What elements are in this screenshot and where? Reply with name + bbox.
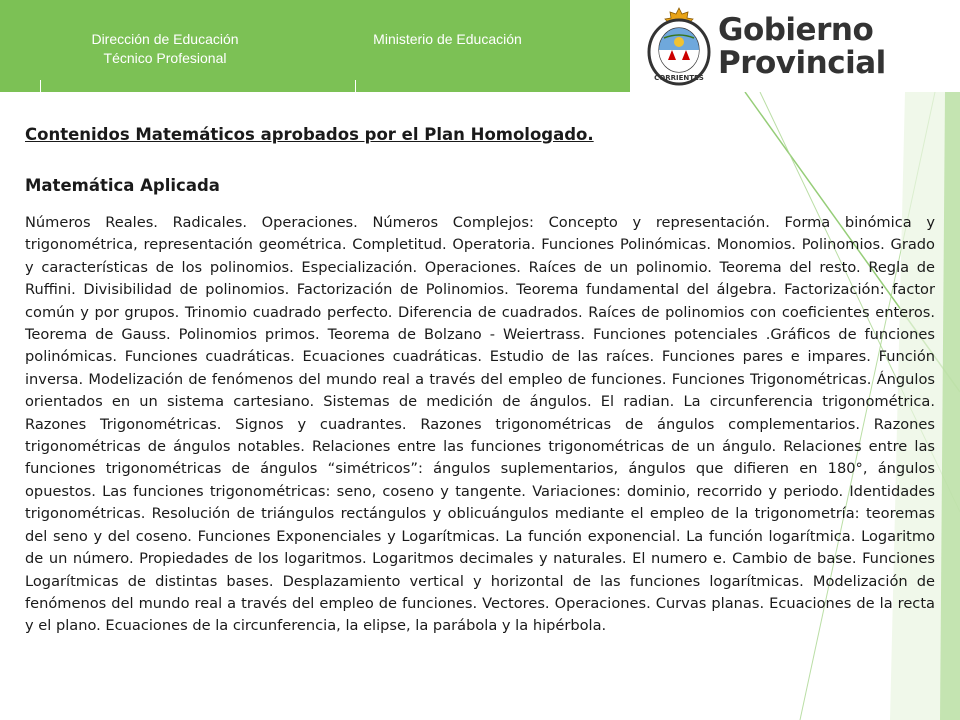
logo-line-1: Gobierno [718, 12, 874, 48]
logo-line-2: Provincial [718, 45, 886, 81]
seal-text: CORRIENTES [654, 74, 704, 82]
header-band [0, 0, 960, 92]
document-content [25, 122, 935, 638]
government-logo [630, 0, 960, 92]
provincial-seal-icon [642, 4, 716, 90]
department-line-1: Dirección de Educación [91, 31, 239, 47]
section-heading: Matemática Aplicada [25, 176, 220, 195]
department-label [40, 30, 290, 68]
department-line-2: Técnico Profesional [103, 50, 227, 66]
header-divider-mid [355, 80, 356, 92]
logo-wordmark [718, 14, 886, 80]
document-title: Contenidos Matemáticos aprobados por el Plan Homologado. [25, 125, 594, 144]
ministry-label: Ministerio de Educación [373, 31, 522, 47]
contents-paragraph: Números Reales. Radicales. Operaciones. Números Complejos: Concepto y representación. Forma binómica y trigonométrica, representación geométrica. Completitud. Operatoria. Funciones Polinómicas. Monomios. Polinomios. Grado y características de los polinomios. Especialización. Operaciones. Raíces de un polinomio. Teorema del resto. Regla de Ruffini. Divisibilidad de polinomios. Factorización de Polinomios. Teorema fundamental del álgebra. Factorización: factor común y por grupos. Trinomio cuadrado perfecto. Diferencia de cuadrados. Raíces de polinomios con coeficientes enteros. Teorema de Gauss. Polinomios primos. Teorema de Bolzano - Weiertrass. Funciones potenciales .Gráficos de funciones polinómicas. Funciones cuadráticas. Ecuaciones cuadráticas. Estudio de las raíces. Funciones pares e impares. Función inversa. Modelización de fenómenos del mundo real a través del empleo de funciones. Funciones Trigonométricas. Ángulos orientados en un sistema cartesiano. Sistemas de medición de ángulos. El radian. La circunferencia trigonométrica. Razones Trigonométricas. Signos y cuadrantes. Razones trigonométricas de ángulos complementarios. Razones trigonométricas de ángulos notables. Relaciones entre las funciones trigonométricas de un ángulo. Relaciones entre las funciones trigonométricas de ángulos “simétricos”: ángulos suplementarios, ángulos que difieren en 180°, ángulos opuestos. Las funciones trigonométricas: seno, coseno y tangente. Variaciones: dominio, recorrido y periodo. Identidades trigonométricas. Resolución de triángulos rectángulos y oblicuángulos mediante el empleo de la trigonometría: teoremas del seno y del coseno. Funciones Exponenciales y Logarítmicas. La función exponencial. La función logarítmica. Logaritmo de un número. Propiedades de los logaritmos. Logaritmos decimales y naturales. El numero e. Cambio de base. Funciones Logarítmicas de distintas bases. Desplazamiento vertical y horizontal de las funciones logarítmicas. Modelización de fenómenos del mundo real a través del empleo de funciones. Vectores. Operaciones. Curvas planas. Ecuaciones de la recta y el plano. Ecuaciones de la circunferencia, la elipse, la parábola y la hipérbola. [25, 214, 935, 635]
header-divider-left [40, 80, 41, 92]
